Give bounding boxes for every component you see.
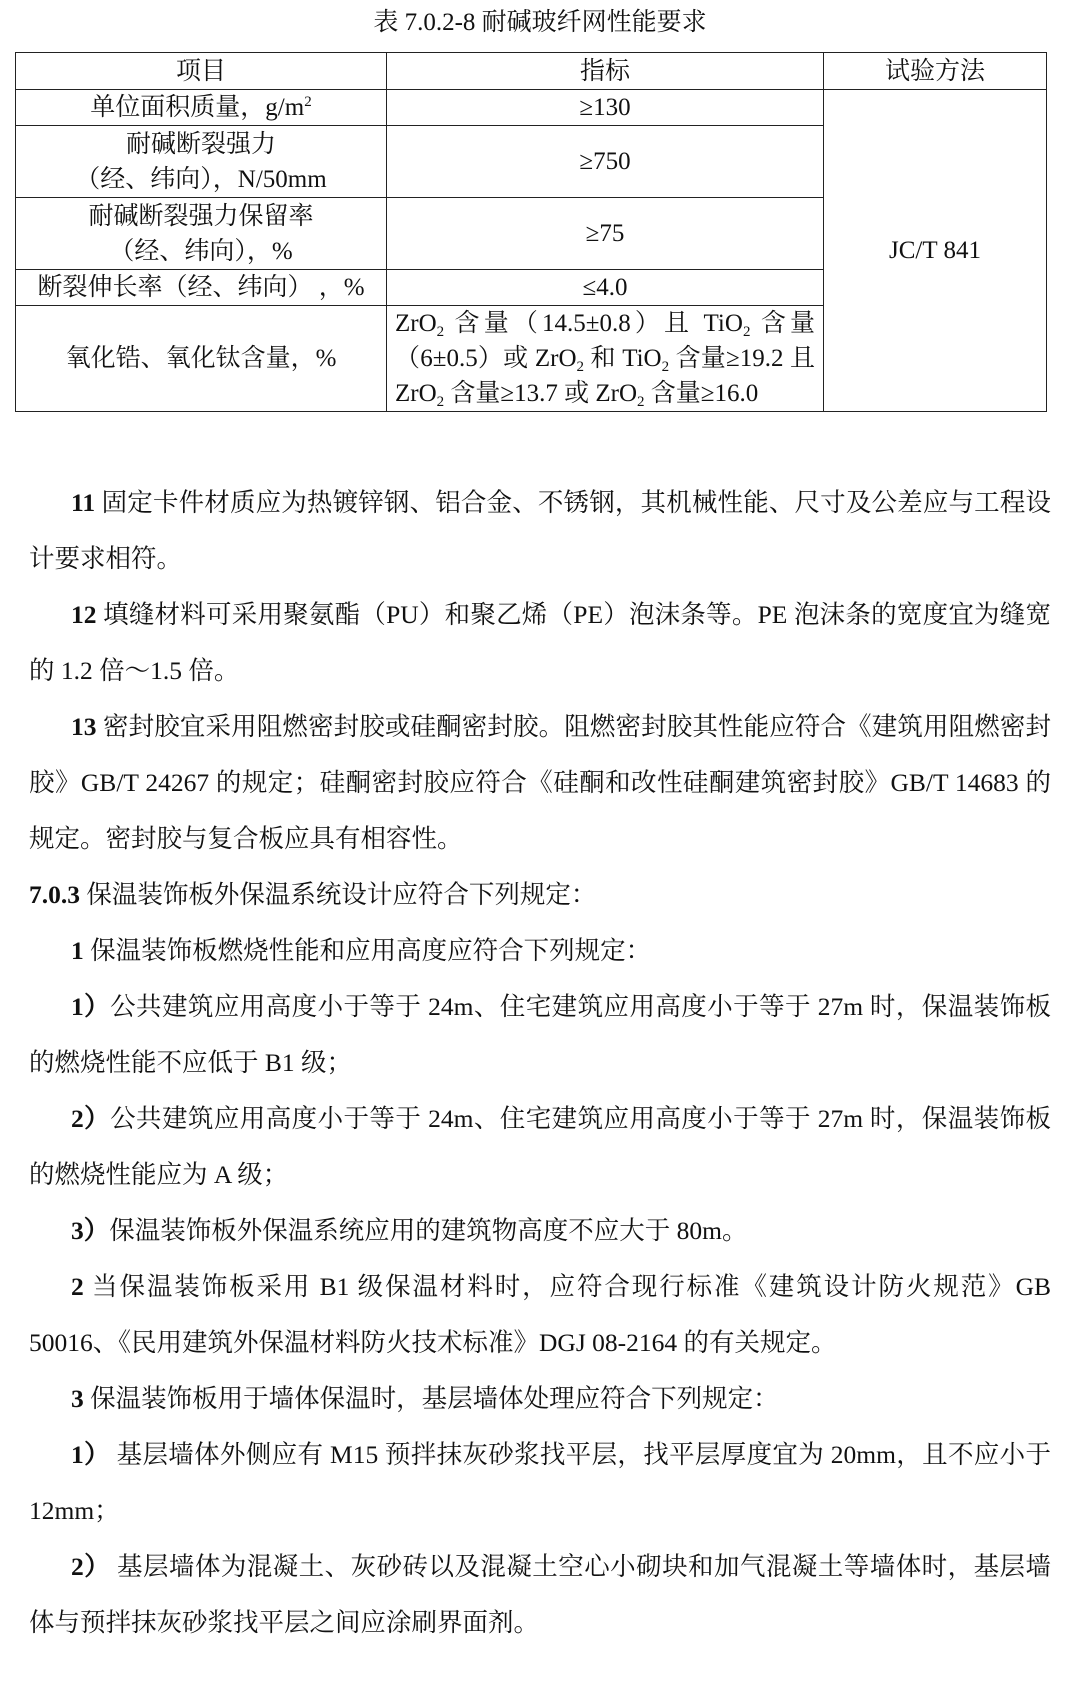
test-method-cell: JC/T 841 xyxy=(824,90,1047,412)
table-caption: 表 7.0.2-8 耐碱玻纤网性能要求 xyxy=(373,9,707,36)
clause-13: 13 密封胶宜采用阻燃密封胶或硅酮密封胶。阻燃密封胶其性能应符合《建筑用阻燃密封胶》GB/T 24267 的规定；硅酮密封胶应符合《硅酮和改性硅酮建筑密封胶》GB/T 14683 的规定。密封胶与复合板应具有相容性。 xyxy=(29,712,1051,853)
oxide-line-1: ZrO$_2$ 含量（14.5±0.8）且 TiO$_2$ 含量 xyxy=(395,310,815,340)
row-value: ≥130 xyxy=(387,90,824,126)
row-item: 耐碱断裂强力保留率 （经、纬向），% xyxy=(16,198,387,270)
item-3: 3 保温装饰板用于墙体保温时，基层墙体处理应符合下列规定： xyxy=(71,1384,779,1413)
item-2: 2 当保温装饰板采用 B1 级保温材料时，应符合现行标准《建筑设计防火规范》GB 50016、《民用建筑外保温材料防火技术标准》DGJ 08-2164 的有关规定。 xyxy=(29,1272,1051,1357)
subitem-1-3: 3）保温装饰板外保温系统应用的建筑物高度不应大于 80m。 xyxy=(71,1216,748,1245)
performance-table xyxy=(15,52,1047,412)
row-item: 断裂伸长率（经、纬向） ，% xyxy=(16,270,387,306)
clause-12: 12 填缝材料可采用聚氨酯（PU）和聚乙烯（PE）泡沫条等。PE 泡沫条的宽度宜为缝宽的 1.2 倍～1.5 倍。 xyxy=(29,600,1051,685)
table-header-row xyxy=(16,53,1047,90)
header-value: 指标 xyxy=(387,53,824,90)
table-row xyxy=(16,90,1047,126)
header-method: 试验方法 xyxy=(824,53,1047,90)
item-1: 1 保温装饰板燃烧性能和应用高度应符合下列规定： xyxy=(71,936,652,965)
subitem-1-1: 1）公共建筑应用高度小于等于 24m、住宅建筑应用高度小于等于 27m 时，保温装饰板的燃烧性能不应低于 B1 级； xyxy=(29,992,1051,1077)
oxide-line-2: （6±0.5）或 ZrO$_2$ 和 TiO$_2$ 含量≥19.2 且 xyxy=(395,345,815,375)
row-value: ≥750 xyxy=(387,126,824,198)
subitem-3-1: 1） 基层墙体外侧应有 M15 预拌抹灰砂浆找平层，找平层厚度宜为 20mm，且不应小于 12mm； xyxy=(29,1440,1051,1525)
header-item: 项目 xyxy=(16,53,387,90)
row-item: 单位面积质量，$g/m^2$ xyxy=(16,90,387,126)
clause-11: 11 固定卡件材质应为热镀锌钢、铝合金、不锈钢，其机械性能、尺寸及公差应与工程设计要求相符。 xyxy=(29,488,1051,573)
row-value: ≥75 xyxy=(387,198,824,270)
body-text xyxy=(29,475,1051,1651)
row-item: 耐碱断裂强力 （经、纬向），N/50mm xyxy=(16,126,387,198)
oxide-line-3: ZrO$_2$ 含量≥13.7 或 ZrO$_2$ 含量≥16.0 xyxy=(395,380,759,410)
row-value-oxide xyxy=(387,306,824,412)
section-7-0-3: 7.0.3 保温装饰板外保温系统设计应符合下列规定： xyxy=(29,880,597,909)
row-item: 氧化锆、氧化钛含量，% xyxy=(16,306,387,412)
row-value: ≤4.0 xyxy=(387,270,824,306)
subitem-3-2: 2） 基层墙体为混凝土、灰砂砖以及混凝土空心小砌块和加气混凝土等墙体时，基层墙体与预拌抹灰砂浆找平层之间应涂刷界面剂。 xyxy=(29,1552,1051,1637)
subitem-1-2: 2）公共建筑应用高度小于等于 24m、住宅建筑应用高度小于等于 27m 时，保温装饰板的燃烧性能应为 A 级； xyxy=(29,1104,1051,1189)
